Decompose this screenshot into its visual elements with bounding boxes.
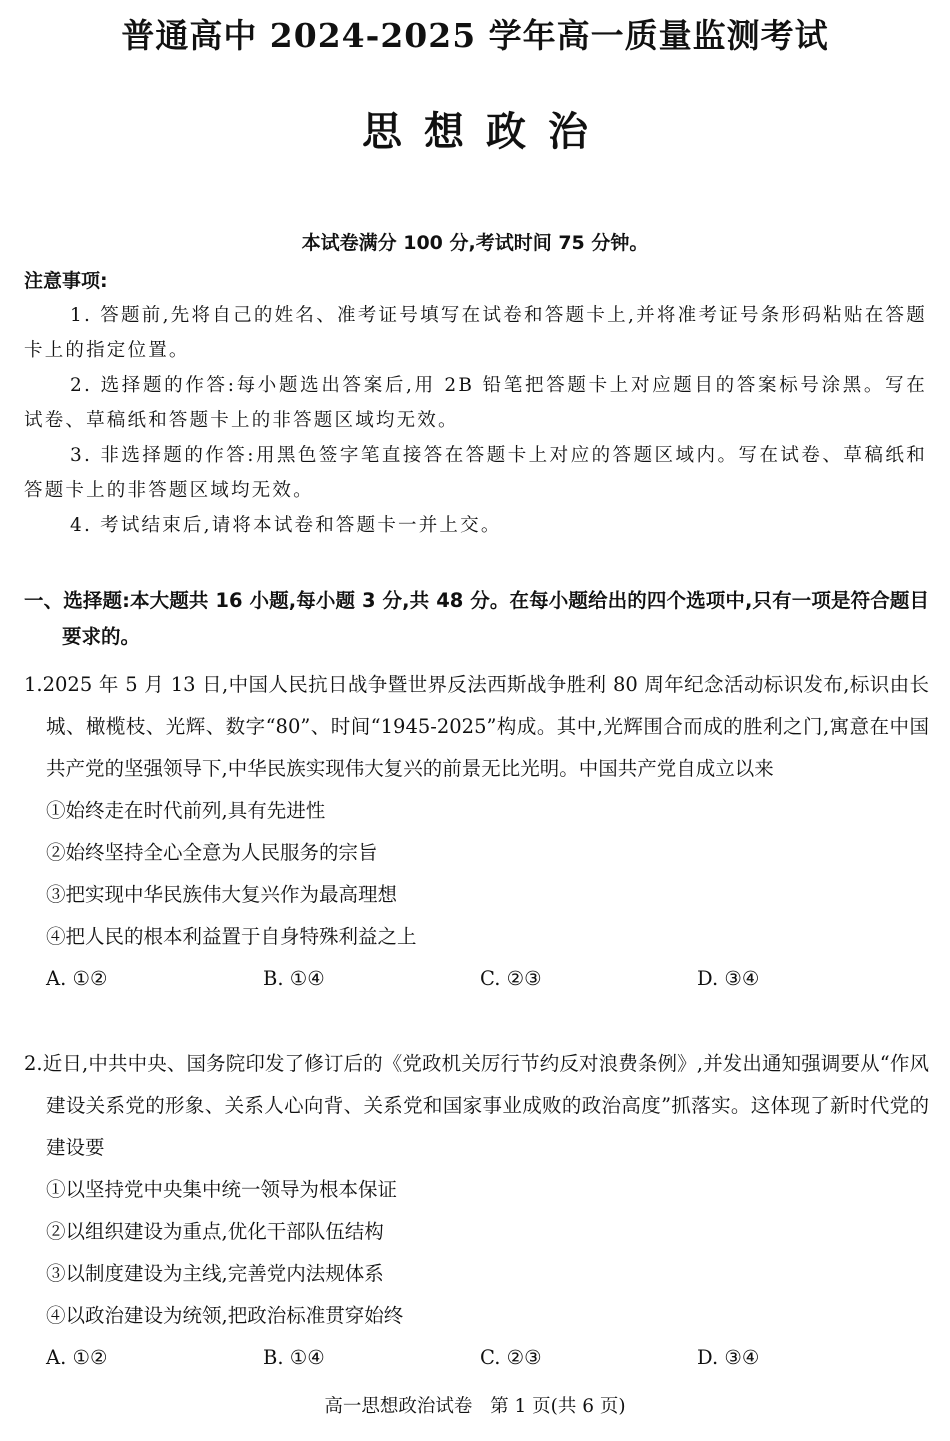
- statement: ②始终坚持全心全意为人民服务的宗旨: [46, 841, 378, 864]
- question-number: 2.: [24, 1052, 43, 1075]
- option-d: D. ③④: [697, 1346, 760, 1369]
- statement: ③以制度建设为主线,完善党内法规体系: [46, 1262, 384, 1285]
- option-d: D. ③④: [697, 967, 760, 990]
- statement: ④把人民的根本利益置于自身特殊利益之上: [46, 925, 417, 948]
- question-stem: [24, 664, 929, 790]
- page-footer: 高一思想政治试卷 第 1 页(共 6 页): [324, 1396, 626, 1417]
- section-heading: 一、选择题:本大题共 16 小题,每小题 3 分,共 48 分。在每小题给出的四个选项中,只有一项是符合题目要求的。: [24, 589, 929, 648]
- notice-item: 4. 考试结束后,请将本试卷和答题卡一并上交。: [70, 515, 502, 536]
- notice-heading: 注意事项:: [24, 270, 108, 292]
- question-stem: [24, 1043, 929, 1169]
- notice-list: [24, 298, 927, 543]
- question-1: [24, 664, 929, 1000]
- option-b: B. ①④: [263, 1346, 325, 1369]
- exam-title: 普通高中 2024-2025 学年高一质量监测考试: [121, 16, 829, 55]
- question-number: 1.: [24, 673, 43, 696]
- question-text: 近日,中共中央、国务院印发了修订后的《党政机关厉行节约反对浪费条例》,并发出通知强调要从“作风建设关系党的形象、关系人心向背、关系党和国家事业成败的政治高度”抓落实。这体现了新时代党的建设要: [42, 1052, 929, 1159]
- statement: ②以组织建设为重点,优化干部队伍结构: [46, 1220, 384, 1243]
- notice-item: 2. 选择题的作答:每小题选出答案后,用 2B 铅笔把答题卡上对应题目的答案标号涂黑。写在试卷、草稿纸和答题卡上的非答题区域均无效。: [24, 375, 927, 431]
- subject-title: 思想政治: [362, 109, 610, 155]
- option-c: C. ②③: [480, 967, 542, 990]
- answer-options: [24, 958, 929, 1000]
- statement: ③把实现中华民族伟大复兴作为最高理想: [46, 883, 398, 906]
- option-c: C. ②③: [480, 1346, 542, 1369]
- notice-item: 1. 答题前,先将自己的姓名、准考证号填写在试卷和答题卡上,并将准考证号条形码粘贴在答题卡上的指定位置。: [24, 305, 927, 361]
- option-b: B. ①④: [263, 967, 325, 990]
- question-text: 2025 年 5 月 13 日,中国人民抗日战争暨世界反法西斯战争胜利 80 周年纪念活动标识发布,标识由长城、橄榄枝、光辉、数字“80”、时间“1945-2025”构成。其中,光辉围合而成的胜利之门,寓意在中国共产党的坚强领导下,中华民族实现伟大复兴的前景无比光明。中国共产党自成立以来: [42, 673, 929, 780]
- option-a: A. ①②: [46, 1346, 108, 1369]
- answer-options: [24, 1337, 929, 1379]
- statement: ①以坚持党中央集中统一领导为根本保证: [46, 1178, 398, 1201]
- question-2: [24, 1043, 929, 1379]
- option-a: A. ①②: [46, 967, 108, 990]
- statement: ④以政治建设为统领,把政治标准贯穿始终: [46, 1304, 404, 1327]
- statement: ①始终走在时代前列,具有先进性: [46, 799, 326, 822]
- notice-item: 3. 非选择题的作答:用黑色签字笔直接答在答题卡上对应的答题区域内。写在试卷、草稿纸和答题卡上的非答题区域均无效。: [24, 445, 927, 501]
- exam-info: 本试卷满分 100 分,考试时间 75 分钟。: [301, 232, 649, 254]
